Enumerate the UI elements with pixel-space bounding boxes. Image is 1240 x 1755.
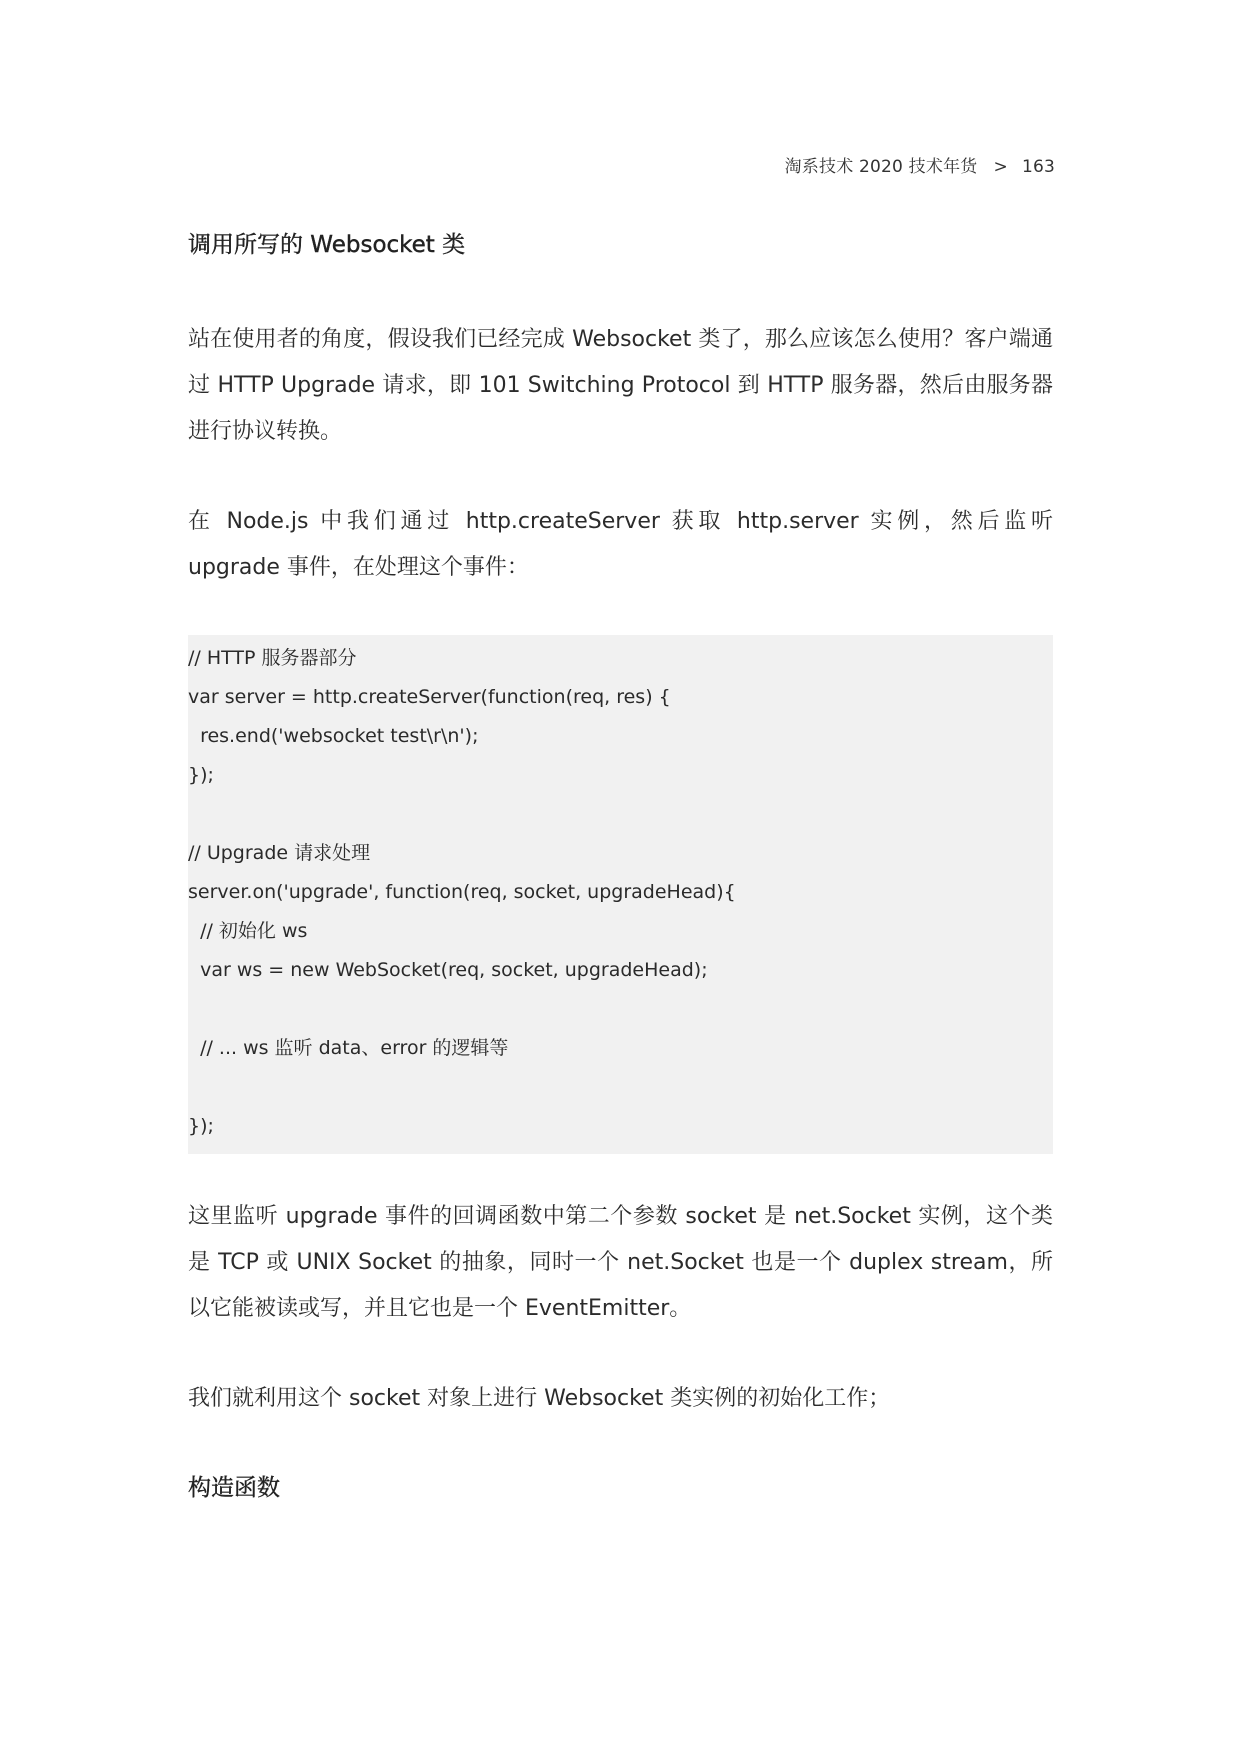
code-line: res.end('websocket test\r\n'); (188, 725, 479, 747)
code-line: var ws = new WebSocket(req, socket, upgradeHead); (188, 959, 708, 981)
paragraph-nodejs: 在 Node.js 中我们通过 http.createServer 获取 http.server 实例，然后监听 upgrade 事件，在处理这个事件： (188, 509, 1053, 580)
code-block (188, 635, 1053, 1154)
paragraph-intro: 站在使用者的角度，假设我们已经完成 Websocket 类了，那么应该怎么使用？客户端通过 HTTP Upgrade 请求，即 101 Switching Protocol 到 HTTP 服务器，然后由服务器进行协议转换。 (188, 327, 1053, 444)
page-content (188, 225, 1053, 1508)
book-title: 淘系技术 2020 技术年货 (784, 157, 978, 177)
paragraph-socket: 这里监听 upgrade 事件的回调函数中第二个参数 socket 是 net.Socket 实例，这个类是 TCP 或 UNIX Socket 的抽象，同时一个 net.Socket 也是一个 duplex stream，所以它能被读或写，并且它也是一个 EventEmitter。 (188, 1204, 1053, 1321)
code-line: }); (188, 764, 214, 786)
page-header (785, 152, 1055, 177)
code-line (188, 990, 1053, 1029)
code-line (188, 1068, 1053, 1107)
subsection-title: 构造函数 (188, 1475, 280, 1501)
code-line: // 初始化 ws (188, 920, 308, 942)
code-line: }); (188, 1115, 214, 1137)
paragraph-init: 我们就利用这个 socket 对象上进行 Websocket 类实例的初始化工作； (188, 1386, 891, 1411)
code-line (188, 795, 1053, 834)
page-number: 163 (1021, 157, 1055, 177)
code-line: // ... ws 监听 data、error 的逻辑等 (188, 1037, 509, 1059)
section-title: 调用所写的 Websocket 类 (188, 232, 466, 258)
code-line: // Upgrade 请求处理 (188, 842, 371, 864)
code-line: var server = http.createServer(function(req, res) { (188, 686, 671, 708)
code-line: // HTTP 服务器部分 (188, 647, 357, 669)
header-separator: > (993, 157, 1008, 177)
code-line: server.on('upgrade', function(req, socket, upgradeHead){ (188, 881, 736, 903)
